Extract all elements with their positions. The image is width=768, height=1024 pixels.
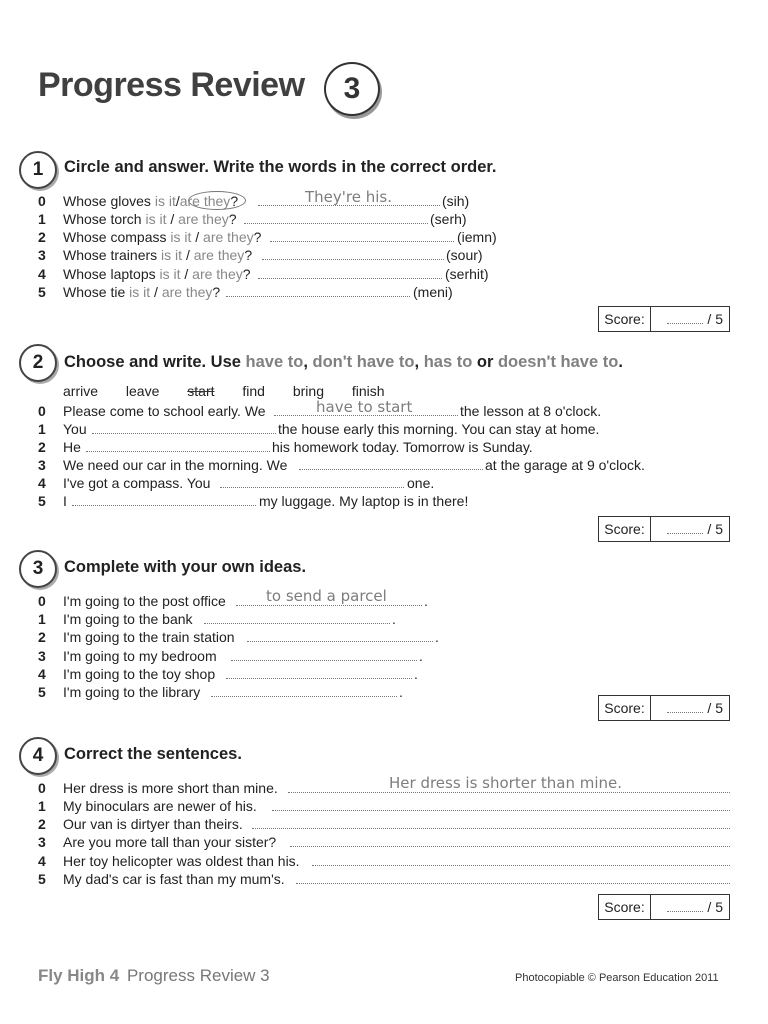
handwritten-answer: Her dress is shorter than mine. xyxy=(389,774,623,792)
score-box xyxy=(598,894,730,920)
copyright-notice: Photocopiable © Pearson Education 2011 xyxy=(515,972,719,984)
score-label: Score: xyxy=(599,895,651,919)
option-a[interactable]: is it xyxy=(161,247,183,263)
option-b[interactable]: are they xyxy=(192,266,243,282)
answer-line[interactable] xyxy=(220,476,404,488)
section-3-heading: Complete with your own ideas. xyxy=(64,558,307,576)
letters-hint: (iemn) xyxy=(457,229,497,245)
letters-hint: (sih) xyxy=(442,193,470,209)
answer-line[interactable] xyxy=(252,817,730,829)
answer-line[interactable] xyxy=(244,212,428,224)
option-a[interactable]: is it xyxy=(170,229,192,245)
answer-line[interactable] xyxy=(258,267,442,279)
option-a[interactable]: is it xyxy=(145,211,167,227)
item-number: 0 xyxy=(38,193,46,209)
answer-line[interactable] xyxy=(226,667,412,679)
answer-line[interactable] xyxy=(226,285,410,297)
score-input[interactable] xyxy=(667,524,703,534)
option-b[interactable]: are they xyxy=(161,284,213,300)
answer-line[interactable] xyxy=(86,440,270,452)
letters-hint: (meni) xyxy=(413,284,453,300)
item-text: Whose gloves xyxy=(63,193,151,209)
handwritten-answer: They're his. xyxy=(305,188,392,206)
page-title: Progress Review xyxy=(38,66,305,104)
score-label: Score: xyxy=(599,517,651,541)
word-bank-item-used: start xyxy=(187,383,215,399)
answer-line[interactable] xyxy=(72,494,256,506)
section-4-number: 4 xyxy=(19,737,57,775)
answer-line[interactable] xyxy=(272,799,730,811)
section-4-heading: Correct the sentences. xyxy=(64,745,242,763)
section-1-number: 1 xyxy=(19,151,57,189)
score-total: / 5 xyxy=(707,700,723,716)
footer-subtitle: Progress Review 3 xyxy=(126,966,270,985)
word-bank xyxy=(63,383,409,399)
answer-line[interactable] xyxy=(262,248,444,260)
option-a[interactable]: is it xyxy=(129,284,151,300)
word-bank-item: leave xyxy=(125,383,160,399)
score-box xyxy=(598,306,730,332)
score-label: Score: xyxy=(599,696,651,720)
score-input[interactable] xyxy=(667,902,703,912)
handwritten-answer: have to start xyxy=(316,398,413,416)
answer-line[interactable] xyxy=(204,612,390,624)
section-1-heading: Circle and answer. Write the words in the correct order. xyxy=(64,158,497,176)
answer-line[interactable] xyxy=(296,872,730,884)
word-bank-item: find xyxy=(242,383,265,399)
score-input[interactable] xyxy=(667,314,703,324)
section-3-number: 3 xyxy=(19,550,57,588)
answer-line[interactable] xyxy=(290,835,730,847)
answer-line[interactable] xyxy=(270,230,454,242)
answer-line[interactable] xyxy=(231,649,417,661)
word-bank-item: bring xyxy=(292,383,324,399)
option-a[interactable]: is it xyxy=(154,193,176,209)
word-bank-item: finish xyxy=(351,383,385,399)
answer-line[interactable] xyxy=(299,458,483,470)
brand-logo: Fly High 4 xyxy=(38,966,120,985)
option-a[interactable]: is it xyxy=(159,266,181,282)
score-box xyxy=(598,516,730,542)
answer-line[interactable] xyxy=(312,854,730,866)
section-2-heading: Choose and write. Use have to, don't have to, has to or doesn't have to. xyxy=(64,353,623,371)
score-total: / 5 xyxy=(707,521,723,537)
section-2-number: 2 xyxy=(19,344,57,382)
score-label: Score: xyxy=(599,307,651,331)
option-b[interactable]: are they xyxy=(203,229,254,245)
letters-hint: (serhit) xyxy=(445,266,489,282)
option-b[interactable]: are they xyxy=(193,247,245,263)
review-number-badge: 3 xyxy=(324,62,380,116)
footer-brand xyxy=(38,966,270,986)
letters-hint: (sour) xyxy=(446,247,483,263)
score-input[interactable] xyxy=(667,703,703,713)
option-b[interactable]: are they xyxy=(178,211,229,227)
letters-hint: (serh) xyxy=(430,211,467,227)
score-box xyxy=(598,695,730,721)
answer-line[interactable] xyxy=(211,685,397,697)
score-total: / 5 xyxy=(707,899,723,915)
word-bank-item: arrive xyxy=(63,383,99,399)
score-total: / 5 xyxy=(707,311,723,327)
option-b[interactable]: are they xyxy=(179,193,231,209)
answer-line[interactable] xyxy=(247,630,433,642)
handwritten-answer: to send a parcel xyxy=(266,587,387,605)
answer-line[interactable] xyxy=(92,422,276,434)
